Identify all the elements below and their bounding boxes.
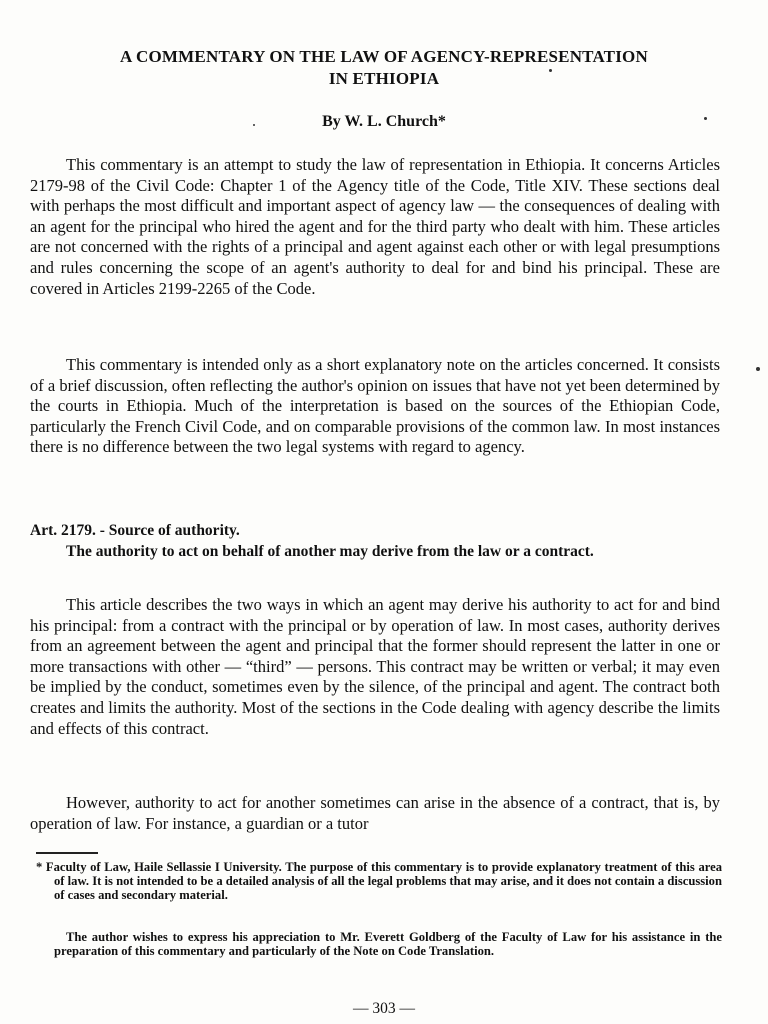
author-byline: By W. L. Church*: [322, 113, 446, 130]
page-number: — 303 —: [353, 1000, 415, 1017]
article-title-line-2: IN ETHIOPIA: [328, 69, 440, 88]
article-title-line-1: A COMMENTARY ON THE LAW OF AGENCY-REPRESENTATION: [120, 47, 648, 66]
scan-speck: [253, 124, 255, 126]
article-2179-heading: Art. 2179. - Source of authority.: [30, 522, 240, 539]
scan-speck: [756, 367, 760, 371]
intro-paragraph-2: This commentary is intended only as a short explanatory note on the articles concerned. It consists of a brief discussion, often reflecting the author's opinion on issues that have not yet been determined by the courts in Ethiopia. Much of the interpretation is based on the sources of the Ethiopian Code, particularly the French Civil Code, and on comparable provisions of the common law. In most instances there is no difference between the two legal systems with regard to agency.: [30, 355, 720, 457]
intro-paragraph-1: This commentary is an attempt to study the law of representation in Ethiopia. It concerns Articles 2179-98 of the Civil Code: Chapter 1 of the Agency title of the Code, Title XIV. These sections deal with perhaps the most difficult and important aspect of agency law — the consequences of dealing with an agent for the principal who hired the agent and for the third party who dealt with him. These articles are not concerned with the rights of a principal and agent against each other or with legal presumptions and rules concerning the scope of an agent's authority to deal for and bind his principal. These are covered in Articles 2199-2265 of the Code.: [30, 155, 720, 298]
footnote-affiliation: [36, 860, 722, 902]
commentary-paragraph-2: However, authority to act for another sometimes can arise in the absence of a contract, that is, by operation of law. For instance, a guardian or a tutor: [30, 793, 720, 833]
footnote-acknowledgement: The author wishes to express his appreciation to Mr. Everett Goldberg of the Faculty of Law for his assistance in the preparation of this commentary and particularly of the Note on Code Translation.: [54, 930, 722, 958]
scan-speck: [704, 117, 707, 120]
commentary-paragraph-1: This article describes the two ways in which an agent may derive his authority to act for and bind his principal: from a contract with the principal or by operation of law. In most cases, authority derives from an agreement between the agent and principal that the former should represent the latter in one or more transactions with other — “third” — persons. This contract may be written or verbal; it may even be implied by the conduct, sometimes even by the silence, of the principal and agent. The contract both creates and limits the authority. Most of the sections in the Code dealing with agency describe the limits and effects of this contract.: [30, 595, 720, 738]
footnote-divider: [36, 852, 98, 854]
scan-speck: [549, 69, 552, 72]
footnote-affiliation-text: * Faculty of Law, Haile Sellassie I University. The purpose of this commentary is to provide explanatory treatment of this area of law. It is not intended to be a detailed analysis of all the legal problems that may arise, and it does not contain a discussion of cases and secondary material.: [36, 860, 722, 902]
article-2179-text: The authority to act on behalf of another may derive from the law or a contract.: [66, 543, 594, 560]
